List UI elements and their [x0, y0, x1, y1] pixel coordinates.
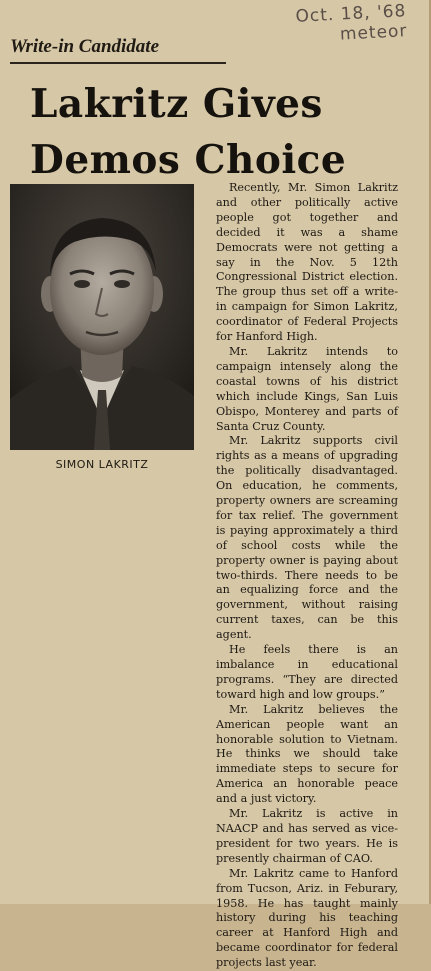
kicker-label: Write-in Candidate [10, 36, 160, 57]
kicker-underline [10, 62, 226, 64]
article-paragraph-4: He feels there is an imbalance in educational programs. “They are directed toward high and low groups.” [216, 643, 398, 701]
article-paragraph-1: Recently, Mr. Simon Lakritz and other politically active people got together and decided it was a shame Democrats were not getting a say in the Nov. 5 12th Congressional District election. The group thus set off a write-in campaign for Simon Lakritz, coordinator of Federal Projects for Hanford High. [216, 181, 398, 344]
article-paragraph-7: Mr. Lakritz came to Hanford from Tucson, Ariz. in Feburary, 1958. He has taught mainly history during his teaching career at Hanford High and became coordinator for federal projects last year. [216, 866, 398, 970]
headline-line-2: Demos Choice [30, 137, 347, 183]
article-paragraph-3: Mr. Lakritz supports civil rights as a means of upgrading the politically disadvantaged. On education, he comments, property owners are screaming for tax relief. The government is paying approximately a third of school costs while the property owner is paying about two-thirds. There needs to be an equalizing force and the government, without raising current taxes, can be this agent. [216, 434, 398, 642]
handwritten-source: meteor [339, 21, 408, 45]
article-paragraph-6: Mr. Lakritz is active in NAACP and has served as vice-president for two years. He is presently chairman of CAO. [216, 807, 398, 865]
article-paragraph-2: Mr. Lakritz intends to campaign intensely along the coastal towns of his district which include Kings, San Luis Obispo, Monterey and parts of Santa Cruz County. [216, 344, 398, 433]
handwritten-date-note [295, 1, 408, 47]
article-paragraph-5: Mr. Lakritz believes the American people want an honorable solution to Vietnam. He thinks we should take immediate steps to secure for America an honorable peace and a just victory. [216, 702, 398, 806]
article-body [216, 181, 398, 971]
portrait-illustration [10, 184, 194, 450]
photo-caption: SIMON LAKRITZ [55, 458, 149, 471]
handwritten-date: Oct. 18, '68 [295, 1, 407, 27]
portrait-photo [10, 184, 194, 450]
headline-line-1: Lakritz Gives [30, 81, 323, 127]
headline [30, 76, 410, 188]
